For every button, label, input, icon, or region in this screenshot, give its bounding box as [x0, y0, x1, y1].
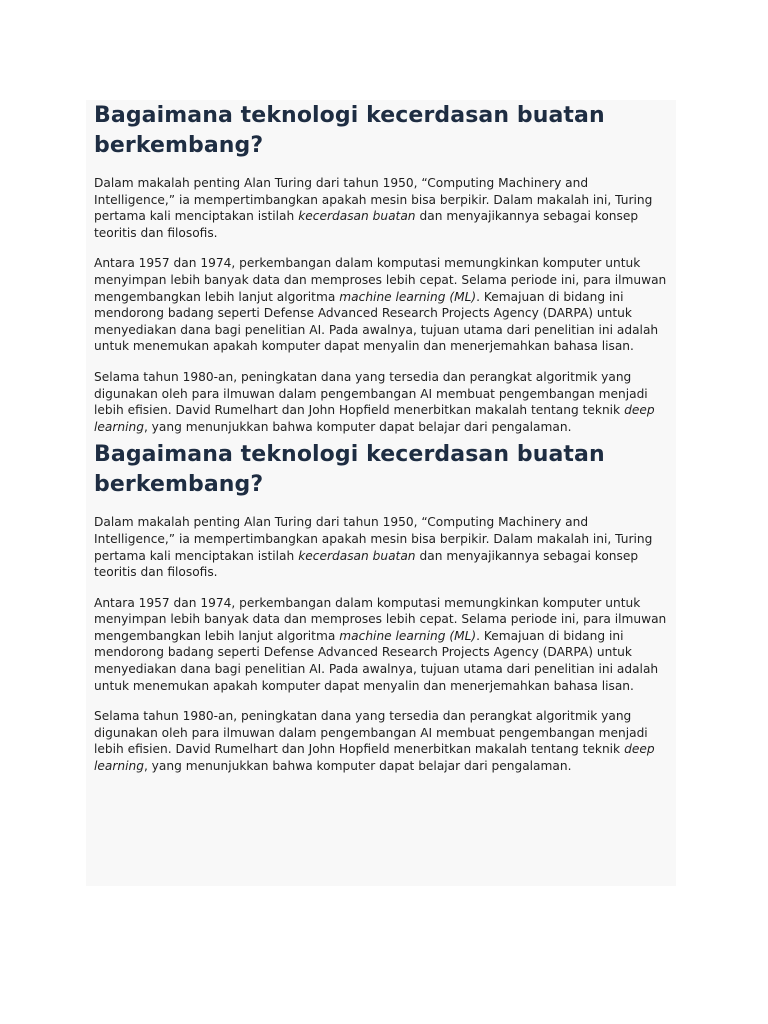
paragraph-text: Dalam makalah penting Alan Turing dari tahun 1950, “Computing Machinery and Intelligence,” ia mempertimbangkan apakah mesin bisa berpikir. Dalam makalah ini, Turing pertama kali menciptakan istilah: [94, 515, 653, 563]
section-heading: Bagaimana teknologi kecerdasan buatan berkembang?: [94, 103, 605, 158]
section-heading: Bagaimana teknologi kecerdasan buatan berkembang?: [94, 442, 605, 498]
paragraph-text: Antara 1957 dan 1974, perkembangan dalam komputasi memungkinkan komputer untuk menyimpan lebih banyak data dan memproses lebih cepat. Selama periode ini, para ilmuwan mengembangkan lebih lanjut algoritma: [94, 595, 667, 643]
paragraph-text: . Kemajuan di bidang ini mendorong badang seperti Defense Advanced Research Projects Agency (DARPA) untuk menyediakan dana bagi penelitian AI. Pada awalnya, tujuan utama dari penelitian ini adalah untuk menemukan apakah komputer dapat menyalin dan menerjemahkan bahasa lisan.: [94, 628, 659, 693]
document-page: [86, 100, 676, 886]
article-section-2: [94, 439, 668, 774]
paragraph-text: Antara 1957 dan 1974, perkembangan dalam komputasi memungkinkan komputer untuk menyimpan lebih banyak data dan memproses lebih cepat. Selama periode ini, para ilmuwan mengembangkan lebih lanjut algoritma: [94, 256, 667, 304]
paragraph-text: Selama tahun 1980-an, peningkatan dana yang tersedia dan perangkat algoritmik yang digunakan oleh para ilmuwan dalam pengembangan AI membuat pengembangan menjadi lebih efisien. David Rumelhart dan John Hopfield menerbitkan makalah tentang teknik: [94, 369, 648, 418]
paragraph-1980s: [94, 708, 668, 774]
italic-term: machine learning (ML): [339, 289, 477, 304]
paragraph-1957-1974: [94, 595, 668, 695]
paragraph-text: Dalam makalah penting Alan Turing dari tahun 1950, “Computing Machinery and Intelligence,” ia mempertimbangkan apakah mesin bisa berpikir. Dalam makalah ini, Turing pertama kali menciptakan istilah: [94, 176, 653, 224]
italic-term: machine learning (ML): [339, 628, 477, 643]
article-section-1: [94, 100, 668, 435]
paragraph-text: . Kemajuan di bidang ini mendorong badang seperti Defense Advanced Research Projects Agency (DARPA) untuk menyediakan dana bagi penelitian AI. Pada awalnya, tujuan utama dari penelitian ini adalah untuk menemukan apakah komputer dapat menyalin dan menerjemahkan bahasa lisan.: [94, 289, 659, 354]
paragraph-text: , yang menunjukkan bahwa komputer dapat belajar dari pengalaman.: [143, 419, 572, 434]
paragraph-1957-1974: [94, 255, 668, 355]
italic-term: deep learning: [94, 403, 655, 434]
paragraph-turing: [94, 175, 668, 241]
paragraph-turing: [94, 514, 668, 580]
paragraph-text: dan menyajikannya sebagai konsep teoritis dan filosofis.: [94, 209, 639, 240]
paragraph-text: , yang menunjukkan bahwa komputer dapat belajar dari pengalaman.: [143, 759, 572, 774]
paragraph-text: dan menyajikannya sebagai konsep teoritis dan filosofis.: [94, 548, 639, 580]
italic-term: kecerdasan buatan: [298, 548, 416, 563]
italic-term: kecerdasan buatan: [298, 209, 416, 224]
paragraph-text: Selama tahun 1980-an, peningkatan dana yang tersedia dan perangkat algoritmik yang digunakan oleh para ilmuwan dalam pengembangan AI membuat pengembangan menjadi lebih efisien. David Rumelhart dan John Hopfield menerbitkan makalah tentang teknik: [94, 709, 648, 757]
paragraph-1980s: [94, 369, 668, 435]
italic-term: deep learning: [94, 742, 655, 774]
